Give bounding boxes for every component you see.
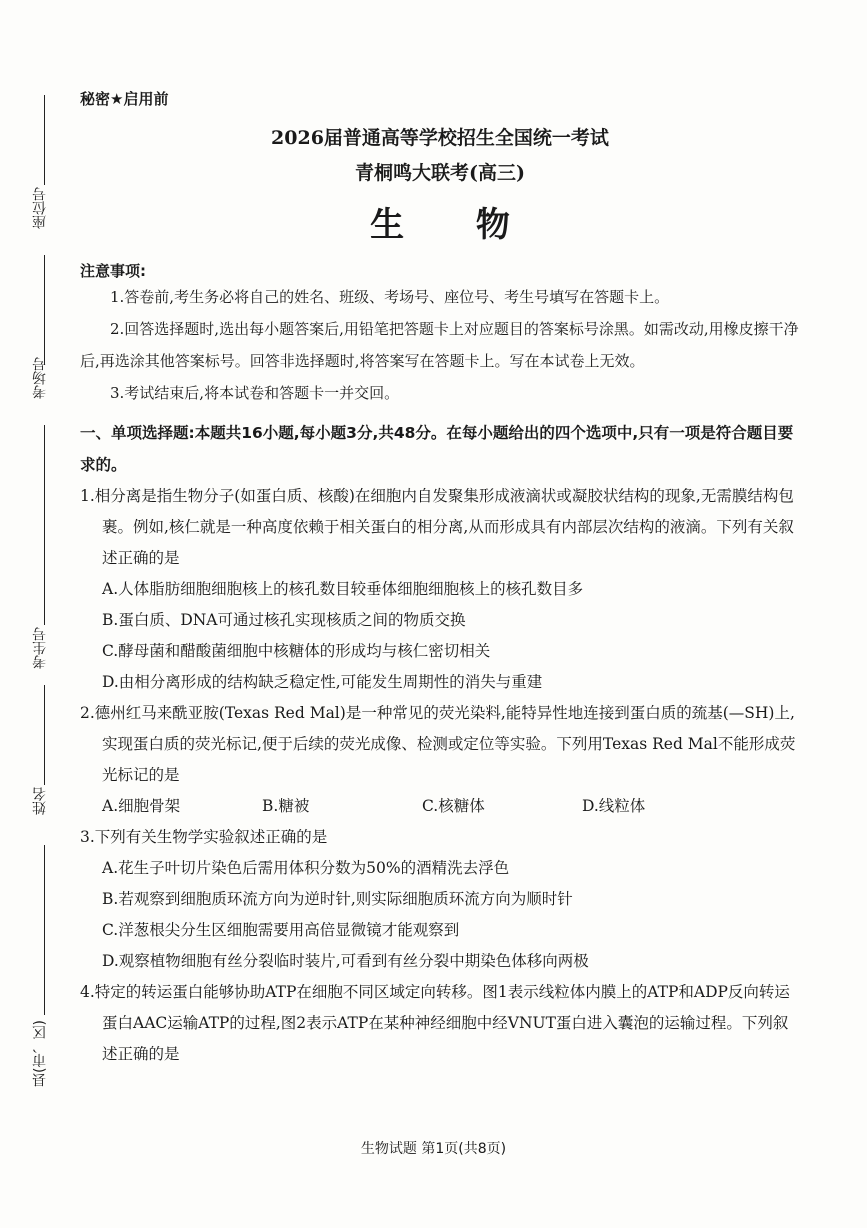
page-footer: 生物试题 第1页(共8页) <box>360 1141 507 1157</box>
option-c: C.酵母菌和醋酸菌细胞中核糖体的形成均与核仁密切相关 <box>102 642 491 660</box>
notice-title: 注意事项: <box>80 262 146 280</box>
question-stem: 1.相分离是指生物分子(如蛋白质、核酸)在细胞内自发聚集形成液滴状或凝胶状结构的现象,无需膜结构包裹。例如,核仁就是一种高度依赖于相关蛋白的相分离,从而形成具有内部层次结构的液滴。下列有关叙述正确的是 <box>80 487 794 567</box>
divider-line <box>44 95 45 185</box>
option-b: B.若观察到细胞质环流方向为逆时针,则实际细胞质环流方向为顺时针 <box>102 890 573 908</box>
seat-number-label: 座位号 <box>32 187 48 229</box>
option-b: B.蛋白质、DNA可通过核孔实现核质之间的物质交换 <box>102 611 466 629</box>
question-stem: 2.德州红马来酰亚胺(Texas Red Mal)是一种常见的荧光染料,能特异性地连接到蛋白质的巯基(—SH)上,实现蛋白质的荧光标记,便于后续的荧光成像、检测或定位等实验。下列用Texas Red Mal不能形成荧光标记的是 <box>80 704 796 784</box>
notice-item: 1.答卷前,考生务必将自己的姓名、班级、考场号、座位号、考生号填写在答题卡上。 <box>110 288 670 306</box>
divider-line <box>44 425 45 625</box>
county-label: 县(市、区) <box>32 1020 48 1087</box>
secret-label: 秘密★启用前 <box>80 90 169 108</box>
name-label: 姓名 <box>32 787 48 815</box>
option-c: C.核糖体 <box>422 797 485 815</box>
notice-item: 3.考试结束后,将本试卷和答题卡一并交回。 <box>110 384 400 402</box>
question-3 <box>80 822 800 977</box>
question-stem: 3.下列有关生物学实验叙述正确的是 <box>80 828 328 846</box>
exam-subtitle: 青桐鸣大联考(高三) <box>355 162 525 184</box>
notice-item: 2.回答选择题时,选出每小题答案后,用铅笔把答题卡上对应题目的答案标号涂黑。如需改动,用橡皮擦干净后,再选涂其他答案标号。回答非选择题时,将答案写在答题卡上。写在本试卷上无效。 <box>80 320 799 370</box>
divider-line <box>44 845 45 1015</box>
option-c: C.洋葱根尖分生区细胞需要用高倍显微镜才能观察到 <box>102 921 460 939</box>
option-d: D.由相分离形成的结构缺乏稳定性,可能发生周期性的消失与重建 <box>102 673 543 691</box>
option-a: A.人体脂肪细胞细胞核上的核孔数目较垂体细胞细胞核上的核孔数目多 <box>102 580 584 598</box>
question-stem: 4.特定的转运蛋白能够协助ATP在细胞不同区域定向转移。图1表示线粒体内膜上的ATP和ADP反向转运蛋白AAC运输ATP的过程,图2表示ATP在某种神经细胞中经VNUT蛋白进入囊泡的运输过程。下列叙述正确的是 <box>80 983 790 1063</box>
divider-line <box>44 255 45 365</box>
option-a: A.细胞骨架 <box>102 797 181 815</box>
question-1 <box>80 481 800 698</box>
section-heading: 一、单项选择题:本题共16小题,每小题3分,共48分。在每小题给出的四个选项中,只有一项是符合题目要求的。 <box>80 424 794 474</box>
student-number-label: 考生号 <box>32 627 48 669</box>
binding-margin <box>28 95 54 1105</box>
option-d: D.线粒体 <box>582 797 646 815</box>
question-4 <box>80 977 800 1070</box>
option-d: D.观察植物细胞有丝分裂临时装片,可看到有丝分裂中期染色体移向两极 <box>102 952 589 970</box>
subject-title: 生 物 <box>370 205 540 245</box>
exam-page <box>80 88 800 1070</box>
divider-line <box>44 685 45 785</box>
option-b: B.糖被 <box>262 797 310 815</box>
question-2 <box>80 698 800 822</box>
exam-title: 2026届普通高等学校招生全国统一考试 <box>271 127 609 149</box>
option-a: A.花生子叶切片染色后需用体积分数为50%的酒精洗去浮色 <box>102 859 510 877</box>
options-row <box>80 791 800 822</box>
exam-room-label: 考场号 <box>32 357 48 399</box>
